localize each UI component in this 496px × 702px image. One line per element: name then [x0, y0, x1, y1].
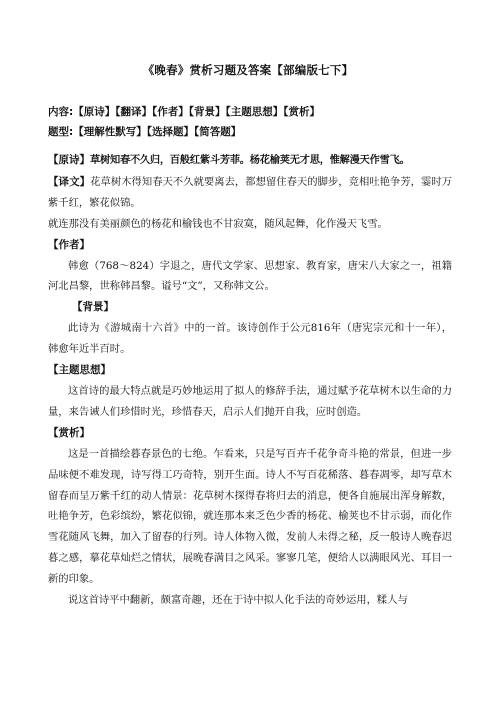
- translation-heading: 【译文】: [48, 175, 91, 188]
- author-heading: 【作者】: [48, 238, 90, 251]
- content-tags-line: 内容:【原诗】【翻译】【作者】【背景】【主题思想】【赏析】: [48, 106, 320, 118]
- theme-text: 这首诗的最大特点就是巧妙地运用了拟人的修辞手法，通过赋予花草树木以生命的力量，来告诫人们珍惜时光，珍惜春天，启示人们抛开自我，应时创造。: [48, 384, 452, 418]
- poem-heading: 【原诗】: [48, 154, 90, 166]
- translation-text-2: 就连那没有美丽颜色的杨花和榆钱也不甘寂寞，随风起舞，化作漫天飞雪。: [48, 217, 388, 230]
- analysis-text-1: 这是一首描绘暮春景色的七绝。乍看来，只是写百卉千花争奇斗艳的常景，但进一步品味便不难发现，诗写得工巧奇特，别开生面。诗人不写百花稀落、暮春凋零，却写草木留春而呈万紫千红的动人情景：花草树木探得春将归去的消息，便各自施展出浑身解数，吐艳争芳，色彩缤纷，繁花似锦，就连那本来乏色少香的杨花、榆荚也不甘示弱，而化作雪花随风飞舞，加入了留春的行列。诗人体物入微，发前人未得之秘，反一般诗人晚春迟暮之感，摹花草灿烂之情状，展晚春满目之风采。寥寥几笔，便给人以满眼风光、耳目一新的印象。: [48, 447, 452, 586]
- question-type-line: 题型:【理解性默写】【选择题】【简答题】: [48, 126, 242, 138]
- translation-paragraph: [48, 172, 452, 214]
- analysis-text-2: 说这首诗平中翻新，颇富奇趣，还在于诗中拟人化手法的奇妙运用，糅人与: [68, 594, 408, 607]
- poem-paragraph: [48, 150, 452, 172]
- background-text: 此诗为《游城南十六首》中的一首。该诗创作于公元816年（唐宪宗元和十一年），韩愈年近半百时。: [48, 322, 452, 356]
- poem-text: 草树知春不久归，百般红紫斗芳菲。杨花榆荚无才思，惟解漫天作雪飞。: [90, 155, 410, 166]
- background-heading: 【背景】: [72, 301, 114, 314]
- document-body: [48, 150, 452, 611]
- document-title: 《晚春》赏析习题及答案【部编版七下】: [142, 63, 354, 77]
- author-text: 韩愈（768～824）字退之，唐代文学家、思想家、教育家，唐宋八大家之一，祖籍河北昌黎，世称韩昌黎。谥号“文”，又称韩文公。: [48, 259, 452, 293]
- analysis-heading: 【赏析】: [48, 426, 90, 439]
- theme-heading: 【主题思想】: [48, 364, 111, 377]
- translation-text-1: 花草树木得知春天不久就要离去，都想留住春天的脚步，竞相吐艳争芳，霎时万紫千红，繁花似锦。: [48, 175, 453, 209]
